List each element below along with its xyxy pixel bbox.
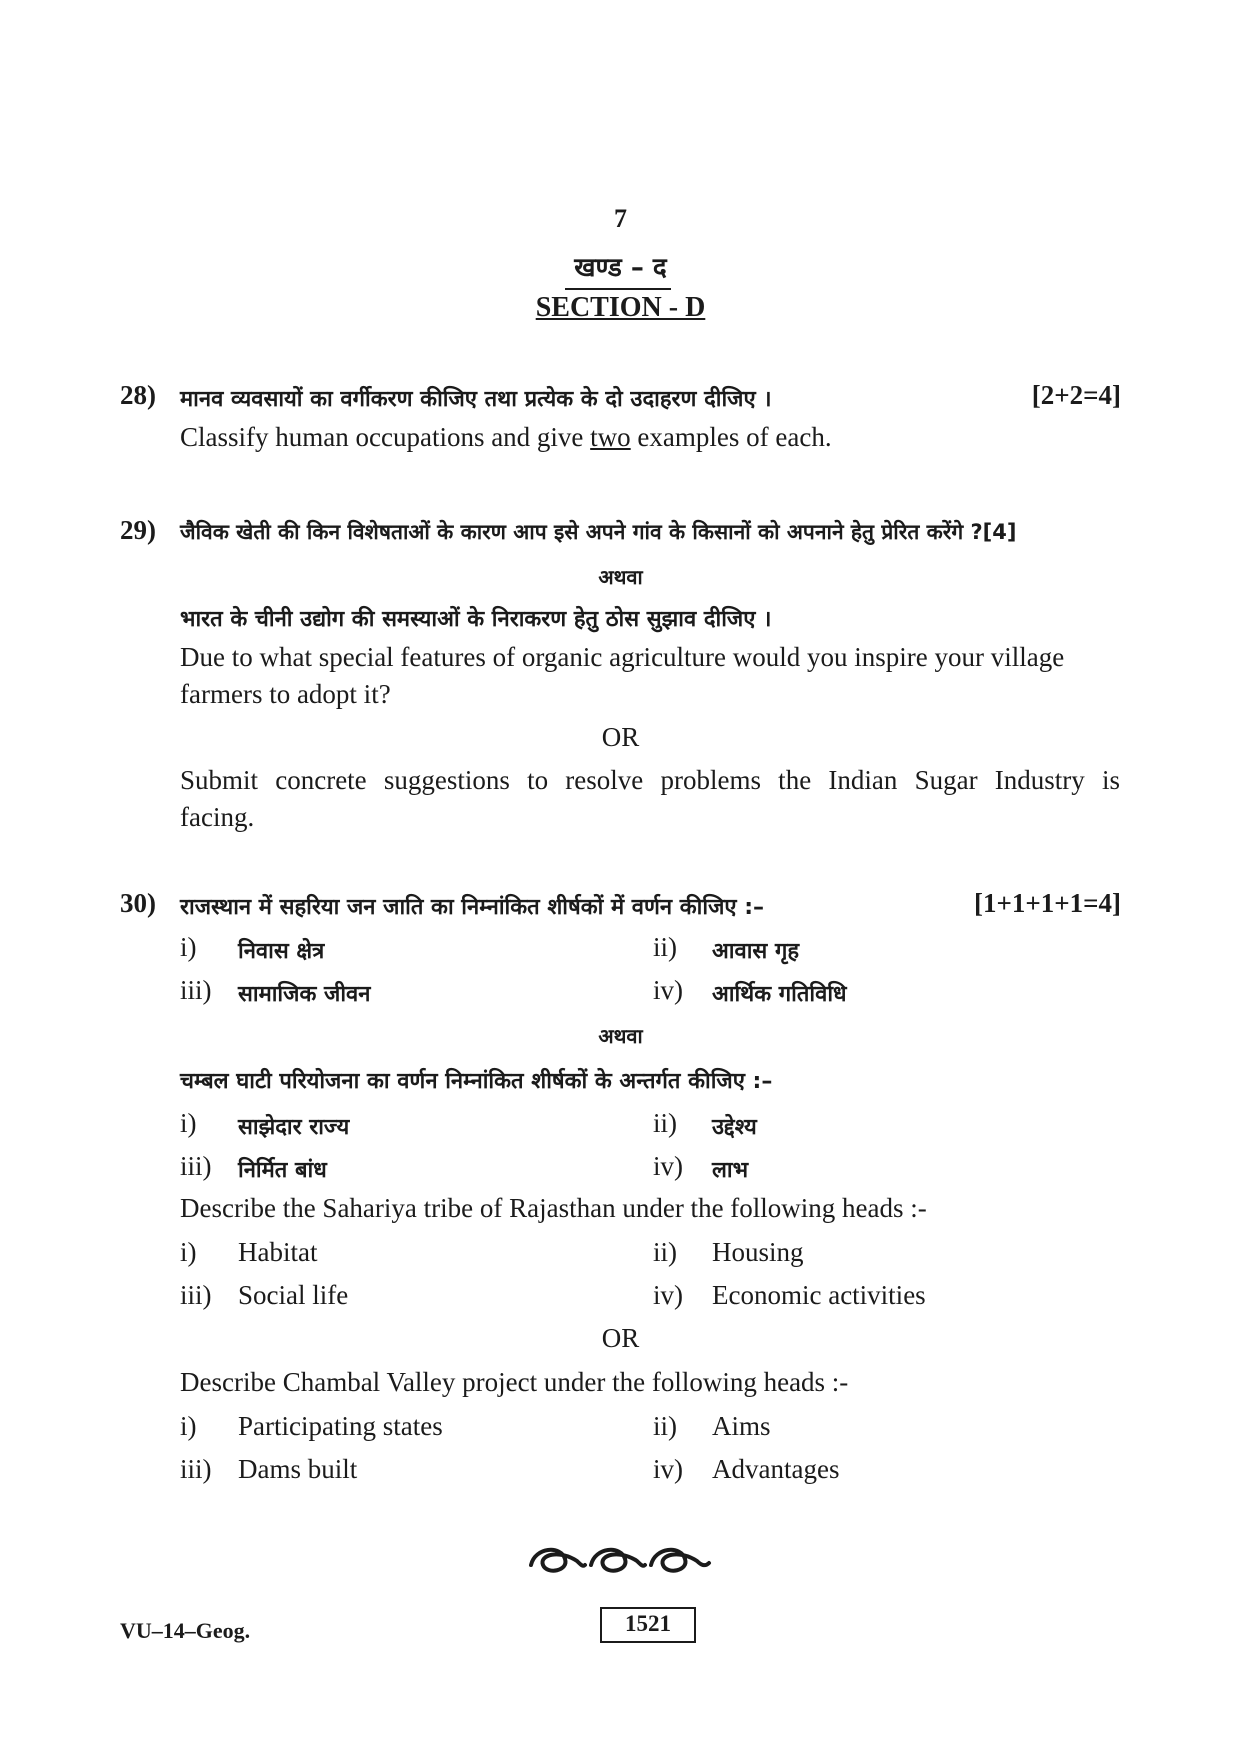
hindi-head-text: सामाजिक जीवन bbox=[238, 982, 371, 1007]
english-alt-head-text: Advantages bbox=[712, 1454, 840, 1484]
question-29-english-line-2: farmers to adopt it? bbox=[180, 679, 391, 709]
question-29-english-alt-line-2: facing. bbox=[180, 802, 255, 832]
english-head-roman: iv) bbox=[653, 1280, 683, 1310]
question-29-or-hindi: अथवा bbox=[598, 565, 643, 589]
question-30-or-english: OR bbox=[601, 1323, 640, 1353]
hindi-head-roman: iv) bbox=[653, 975, 683, 1005]
question-30-marks: [1+1+1+1=4] bbox=[973, 888, 1121, 918]
hindi-head-text: निवास क्षेत्र bbox=[238, 939, 325, 964]
hindi-head-roman: ii) bbox=[653, 932, 677, 962]
underlined-word: two bbox=[590, 422, 631, 452]
hindi-alt-head-roman: iii) bbox=[180, 1151, 212, 1181]
english-head-text: Housing bbox=[712, 1237, 804, 1267]
english-alt-head-roman: iv) bbox=[653, 1454, 683, 1484]
question-28-english: Classify human occupations and give two examples of each. bbox=[180, 422, 832, 452]
hindi-alt-head-roman: iv) bbox=[653, 1151, 683, 1181]
question-29-hindi-alternative: भारत के चीनी उद्योग की समस्याओं के निराकरण हेतु ठोस सुझाव दीजिए । bbox=[180, 607, 772, 632]
paper-code: VU–14–Geog. bbox=[120, 1618, 251, 1643]
section-title-hindi: खण्ड – द bbox=[574, 253, 667, 283]
question-28-marks: [2+2=4] bbox=[1031, 380, 1121, 410]
question-29-english-alt-line-1: Submit concrete suggestions to resolve problems the Indian Sugar Industry is bbox=[180, 765, 1120, 795]
question-29-english-line-1: Due to what special features of organic agriculture would you inspire your village bbox=[180, 642, 1065, 672]
english-alt-head-text: Participating states bbox=[238, 1411, 443, 1441]
question-number-28: 28) bbox=[120, 380, 156, 410]
question-number-29: 29) bbox=[120, 515, 156, 545]
hindi-head-text: आवास गृह bbox=[712, 939, 800, 964]
english-alt-head-roman: ii) bbox=[653, 1411, 677, 1441]
english-alt-head-text: Aims bbox=[712, 1411, 771, 1441]
english-head-roman: iii) bbox=[180, 1280, 212, 1310]
question-30-english-alternative: Describe Chambal Valley project under the following heads :- bbox=[180, 1367, 849, 1397]
english-head-text: Habitat bbox=[238, 1237, 318, 1267]
question-28-hindi: मानव व्यवसायों का वर्गीकरण कीजिए तथा प्रत्येक के दो उदाहरण दीजिए । bbox=[180, 387, 772, 412]
question-number-30: 30) bbox=[120, 888, 156, 918]
english-head-text: Economic activities bbox=[712, 1280, 926, 1310]
hindi-alt-head-roman: i) bbox=[180, 1108, 197, 1138]
hindi-alt-head-text: उद्देश्य bbox=[712, 1115, 757, 1140]
question-30-or-hindi: अथवा bbox=[598, 1024, 643, 1048]
english-alt-head-text: Dams built bbox=[238, 1454, 358, 1484]
question-29-hindi: जैविक खेती की किन विशेषताओं के कारण आप इसे अपने गांव के किसानों को अपनाने हेतु प्रेरित करेंगे ?[4] bbox=[180, 520, 1017, 544]
english-head-roman: i) bbox=[180, 1237, 197, 1267]
english-alt-head-roman: iii) bbox=[180, 1454, 212, 1484]
hindi-head-roman: iii) bbox=[180, 975, 212, 1005]
english-alt-head-roman: i) bbox=[180, 1411, 197, 1441]
question-30-english: Describe the Sahariya tribe of Rajasthan under the following heads :- bbox=[180, 1193, 927, 1223]
end-ornament-icon bbox=[525, 1535, 715, 1585]
section-hindi-underline bbox=[565, 288, 671, 290]
hindi-alt-head-text: लाभ bbox=[712, 1158, 749, 1183]
booklet-code-box: 1521 bbox=[600, 1607, 696, 1643]
page-number: 7 bbox=[614, 204, 627, 233]
question-30-hindi: राजस्थान में सहरिया जन जाति का निम्नांकित शीर्षकों में वर्णन कीजिए :– bbox=[180, 895, 765, 920]
hindi-alt-head-text: निर्मित बांध bbox=[238, 1158, 327, 1183]
hindi-head-roman: i) bbox=[180, 932, 197, 962]
section-title-english: SECTION - D bbox=[535, 292, 706, 323]
english-head-roman: ii) bbox=[653, 1237, 677, 1267]
english-head-text: Social life bbox=[238, 1280, 349, 1310]
hindi-alt-head-text: साझेदार राज्य bbox=[238, 1115, 350, 1140]
question-29-or-english: OR bbox=[601, 722, 640, 752]
question-30-hindi-alternative: चम्बल घाटी परियोजना का वर्णन निम्नांकित शीर्षकों के अन्तर्गत कीजिए :– bbox=[180, 1069, 773, 1094]
hindi-head-text: आर्थिक गतिविधि bbox=[712, 982, 847, 1007]
hindi-alt-head-roman: ii) bbox=[653, 1108, 677, 1138]
